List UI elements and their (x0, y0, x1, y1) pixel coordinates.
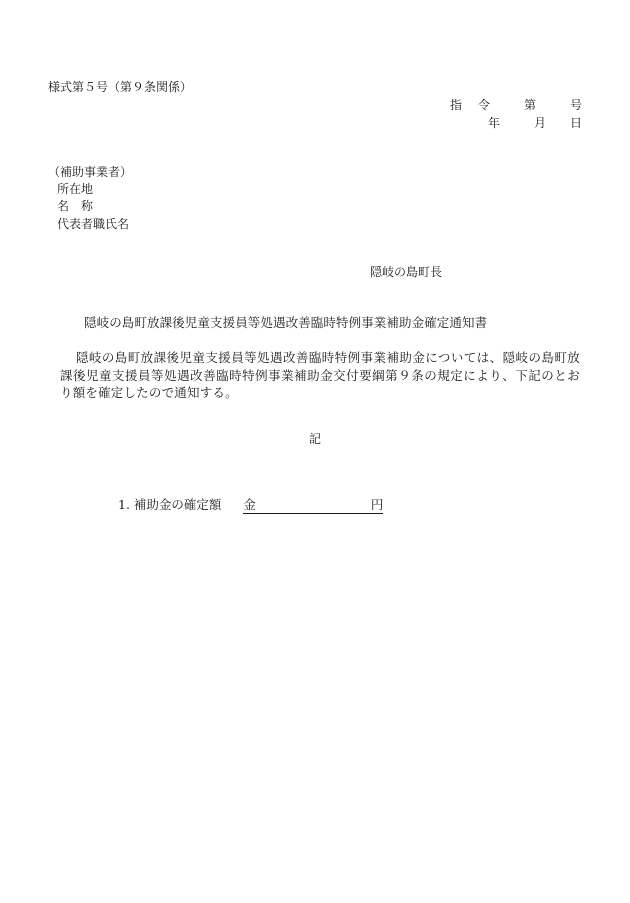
form-number: 様式第５号（第９条関係） (48, 80, 193, 94)
recipient-address-label: 所在地 (57, 182, 94, 196)
date-day-label: 日 (569, 116, 582, 130)
recipient-label: （補助事業者） (48, 165, 133, 179)
amount-suffix: 円 (370, 497, 384, 512)
recipient-representative-label: 代表者職氏名 (57, 217, 130, 231)
item-confirmed-amount (118, 499, 383, 514)
item-label: 1. 補助金の確定額 (118, 497, 222, 512)
order-char-1: 指 (449, 98, 462, 112)
amount-prefix: 金 (243, 497, 256, 512)
issuer-name: 隠岐の島町長 (370, 265, 443, 279)
recipient-name-label: 名 称 (57, 199, 94, 213)
date-month-label: 月 (533, 116, 546, 130)
order-char-2: 令 (477, 98, 490, 112)
amount-field (243, 499, 383, 514)
ki-heading: 記 (309, 432, 322, 446)
body-paragraph: 隠岐の島町放課後児童支援員等処遇改善臨時特例事業補助金については、隠岐の島町放課後児童支援員等処遇改善臨時特例事業補助金交付要綱第９条の規定により、下記のとおり額を確定したので通知する。 (60, 350, 580, 400)
order-char-3: 第 (523, 98, 536, 112)
date-year-label: 年 (487, 116, 500, 130)
order-char-4: 号 (569, 98, 582, 112)
date-line (488, 117, 582, 129)
order-number-line (450, 99, 582, 111)
document-title: 隠岐の島町放課後児童支援員等処遇改善臨時特例事業補助金確定通知書 (84, 315, 488, 330)
